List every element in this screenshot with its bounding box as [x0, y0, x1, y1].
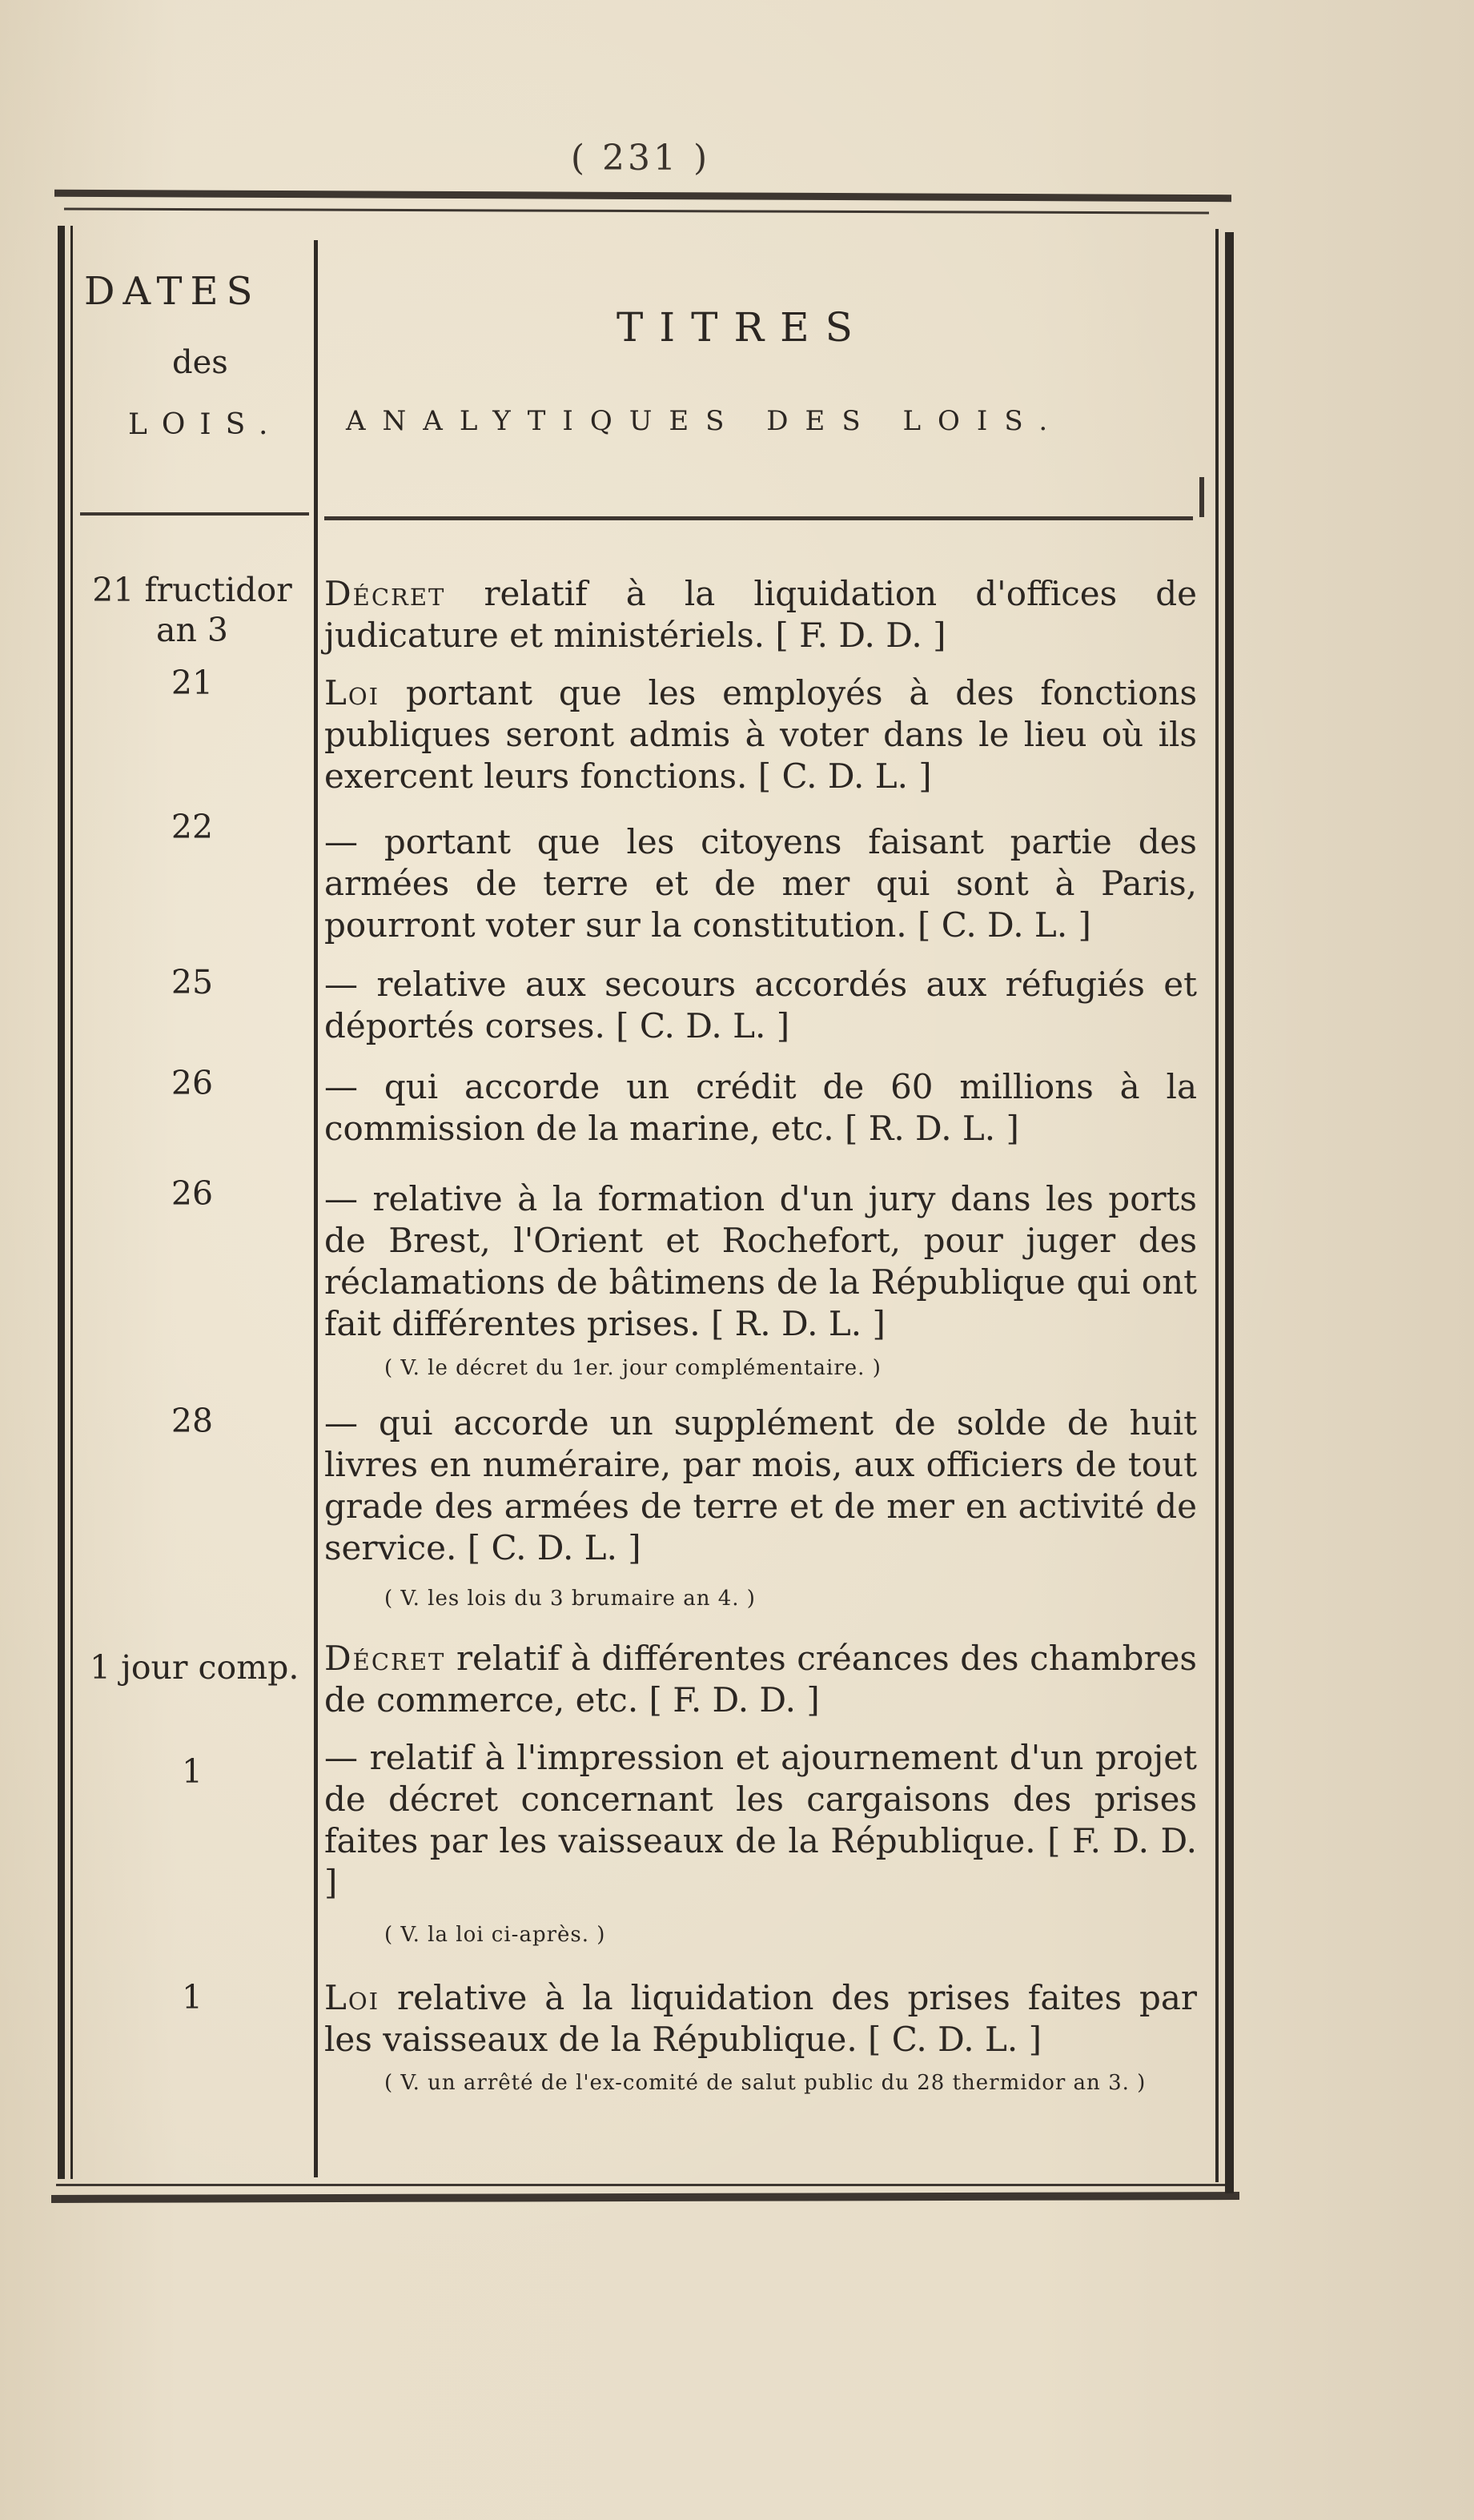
- header-des: des: [172, 344, 228, 381]
- top-rule-thin: [64, 208, 1209, 215]
- bottom-rule: [51, 2192, 1239, 2203]
- entry-date: 1 jour comp.: [90, 1648, 299, 1687]
- entry-date: 26: [171, 1064, 214, 1102]
- header-analytiques: ANALYTIQUES DES LOIS.: [346, 405, 1065, 437]
- titles-header-rule: [324, 516, 1193, 520]
- entry-note: ( V. un arrêté de l'ex-comité de salut public du 28 thermidor an 3. ): [384, 2071, 1147, 2095]
- entry-body: portant que les employés à des fonctions publiques seront admis à voter dans le lieu où ils exercent leurs fonctions. [ C. D. L. ]: [324, 673, 1197, 796]
- left-border-inner: [70, 226, 73, 2179]
- entry-note: ( V. le décret du 1er. jour complémentaire. ): [384, 1356, 882, 1380]
- dates-header-rule: [80, 512, 309, 516]
- page-number: ( 231 ): [570, 138, 711, 179]
- entry-note: ( V. la loi ci-après. ): [384, 1923, 606, 1947]
- entry-date: 21 fructidor an 3: [92, 571, 292, 649]
- entry-date: 1: [181, 1752, 203, 1791]
- right-border-outer: [1225, 232, 1234, 2193]
- entry-text: [324, 1402, 1197, 1569]
- entry-date: 1: [181, 1978, 203, 2016]
- entry-text: [324, 1737, 1197, 1904]
- header-dates: DATES: [84, 269, 261, 314]
- entry-body: — portant que les citoyens faisant partie des armées de terre et de mer qui sont à Paris, pourront voter sur la constitution. [ C. D. L. ]: [324, 822, 1197, 945]
- header-rule-right: [1199, 477, 1204, 517]
- entry-text: [324, 1638, 1197, 1721]
- entry-keyword: Loi: [324, 673, 380, 712]
- entry-text: [324, 1066, 1197, 1150]
- entry-text: [324, 672, 1197, 797]
- entry-date: 22: [171, 808, 214, 846]
- entry-body: relatif à différentes créances des chambres de commerce, etc. [ F. D. D. ]: [324, 1639, 1197, 1719]
- left-border: [58, 226, 65, 2179]
- entry-date: 25: [171, 963, 214, 1001]
- entry-text: [324, 821, 1197, 946]
- right-border: [1215, 229, 1219, 2182]
- entry-body: — qui accorde un supplément de solde de huit livres en numéraire, par mois, aux officiers de tout grade des armées de terre et de mer en activité de service. [ C. D. L. ]: [324, 1403, 1197, 1567]
- header-lois: LOIS.: [128, 408, 283, 441]
- entry-date: 21: [171, 664, 214, 702]
- entry-body: relatif à la liquidation d'offices de judicature et ministériels. [ F. D. D. ]: [324, 574, 1197, 655]
- bottom-rule-thin: [56, 2184, 1233, 2186]
- entry-date: 26: [171, 1174, 214, 1213]
- entry-keyword: Loi: [324, 1978, 380, 2017]
- entry-body: — relatif à l'impression et ajournement d'un projet de décret concernant les cargaisons des prises faites par les vaisseaux de la République. [ F. D. D. ]: [324, 1738, 1197, 1902]
- top-rule: [54, 190, 1231, 202]
- column-divider: [314, 240, 318, 2177]
- entry-note: ( V. les lois du 3 brumaire an 4. ): [384, 1587, 756, 1611]
- header-titres: TITRES: [617, 304, 869, 351]
- entry-date: 28: [171, 1402, 214, 1440]
- entry-body: — qui accorde un crédit de 60 millions à la commission de la marine, etc. [ R. D. L. ]: [324, 1067, 1197, 1148]
- entry-text: [324, 964, 1197, 1047]
- entry-keyword: Décret: [324, 1639, 446, 1678]
- entry-body: relative à la liquidation des prises faites par les vaisseaux de la République. [ C. D. L. ]: [324, 1978, 1197, 2059]
- entry-body: — relative à la formation d'un jury dans les ports de Brest, l'Orient et Rochefort, pour juger des réclamations de bâtimens de la République qui ont fait différentes prises. [ R. D. L. ]: [324, 1179, 1197, 1343]
- entry-text: [324, 1178, 1197, 1345]
- entry-body: — relative aux secours accordés aux réfugiés et déportés corses. [ C. D. L. ]: [324, 965, 1197, 1045]
- entry-text: [324, 573, 1197, 656]
- entry-text: [324, 1977, 1197, 2061]
- entry-keyword: Décret: [324, 574, 446, 613]
